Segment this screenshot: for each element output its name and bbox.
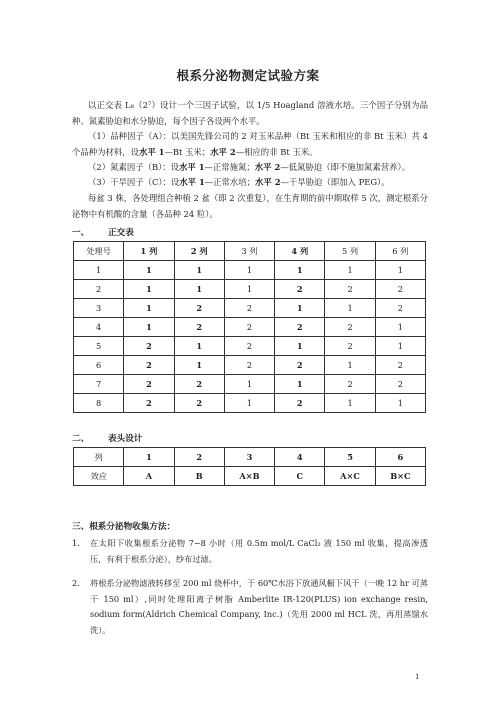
intro-paragraph-4 [72, 175, 428, 191]
list-number: 2. [72, 578, 80, 588]
text-run-bold: 水平 2 [255, 177, 281, 187]
table-cell: A [124, 467, 174, 486]
intro-paragraph-5: 每盆 3 株，各处理组合种植 2 盆（即 2 次重复），在生育期的前中期取样 5 次，测定根系分泌物中有机酸的含量（各品种 24 粒）。 [72, 193, 428, 219]
table-cell: 2 [375, 299, 425, 318]
table-cell: 效应 [74, 467, 124, 486]
table-row [74, 356, 426, 375]
table-cell: 5 [74, 337, 124, 356]
table-cell: 1 [124, 448, 174, 467]
text-run: —低氮胁迫（即不施加氮素营养）。 [280, 162, 411, 172]
section-label: 表头设计 [108, 434, 143, 444]
table-cell: 1 [375, 261, 425, 280]
table-cell: 2 [124, 394, 174, 413]
table-row [74, 448, 426, 467]
section-heading-header-design [72, 432, 142, 444]
table-cell: 2 [174, 299, 224, 318]
text-run-bold: 水平 1 [139, 146, 165, 157]
section-heading-collection-method: 三、根系分泌物收集方法： [72, 522, 176, 532]
table-cell: 1 [174, 356, 224, 375]
table-cell: 1 [275, 261, 325, 280]
text-run: （3）干旱因子（C）：设 [88, 177, 180, 187]
table-cell: 1 [124, 261, 174, 280]
table-row [74, 337, 426, 356]
text-run: —干旱胁迫（即加入 PEG）。 [280, 177, 390, 187]
table-cell: 1 [74, 261, 124, 280]
table-cell: 2 [375, 280, 425, 299]
table-cell: 1 [325, 394, 375, 413]
table-cell: 2 [124, 337, 174, 356]
table-cell: 1 [124, 280, 174, 299]
table-row [74, 394, 426, 413]
table-cell: 1 [174, 280, 224, 299]
table-header-cell: 5 列 [325, 242, 375, 261]
table-cell: A×B [224, 467, 274, 486]
table-header-cell: 1 列 [124, 242, 174, 261]
list-number: 1. [72, 538, 80, 548]
table-cell: 7 [74, 375, 124, 394]
table-header-row [74, 242, 426, 261]
list-text: 在太阳下收集根系分泌物 7~8 小时（用 0.5m mol/L CaCl₂ 液 150 ml 收集，提高渗透压，有利于根系分泌），纱布过滤。 [90, 538, 428, 564]
table-cell: 1 [325, 261, 375, 280]
table-cell: 2 [275, 356, 325, 375]
table-cell: 2 [275, 394, 325, 413]
table-header-cell: 6 列 [375, 242, 425, 261]
intro-paragraph-2 [72, 129, 428, 160]
table-cell: 2 [325, 280, 375, 299]
text-run-bold: 水平 2 [254, 162, 281, 172]
section-number: 一、 [72, 228, 90, 238]
table-cell: 1 [224, 375, 274, 394]
table-header-cell: 3 列 [224, 242, 274, 261]
table-cell: 2 [124, 375, 174, 394]
text-run: —相应的非 Bt 玉米。 [235, 146, 318, 157]
table-cell: B×C [375, 467, 425, 486]
table-cell: 1 [375, 394, 425, 413]
intro-paragraph-3 [72, 160, 428, 176]
table-cell: 1 [325, 356, 375, 375]
table-cell: 1 [375, 337, 425, 356]
table-cell: A×C [325, 467, 375, 486]
table-cell: 2 [325, 337, 375, 356]
table-cell: 1 [275, 337, 325, 356]
table-cell: 2 [275, 280, 325, 299]
table-row [74, 261, 426, 280]
table-cell: 列 [74, 448, 124, 467]
table-row [74, 280, 426, 299]
table-cell: 8 [74, 394, 124, 413]
table-cell: 1 [224, 280, 274, 299]
table-cell: 1 [174, 261, 224, 280]
table-cell: 1 [325, 299, 375, 318]
method-item-2 [72, 576, 428, 640]
table-cell: 1 [124, 299, 174, 318]
table-cell: B [174, 467, 224, 486]
text-run-bold: 水平 2 [210, 146, 236, 157]
section-label: 正交表 [108, 228, 134, 238]
page-number: 1 [415, 673, 420, 681]
header-design-table [73, 447, 426, 486]
table-cell: 4 [74, 318, 124, 337]
text-run: —Bt 玉米； [164, 146, 211, 157]
table-cell: 2 [325, 375, 375, 394]
table-cell: 1 [224, 261, 274, 280]
table-row [74, 318, 426, 337]
list-text: 将根系分泌物滤液转移至 200 ml 烧杯中，于 60℃水浴下放通风橱下风干（一晚 12 hr 可蒸干 150 ml）,同时处理阳离子树脂 Amberlite IR-120(PLUS) ion exchange resin, sodium form(Aldrich Chemical Company, Inc.)（先用 2000 ml HCL 洗，再用蒸馏水洗）。 [90, 578, 428, 635]
table-cell: 2 [224, 356, 274, 375]
text-run-bold: 水平 1 [179, 162, 205, 172]
table-cell: 2 [224, 337, 274, 356]
page-title: 根系分泌物测定试验方案 [176, 68, 320, 83]
table-cell: 2 [375, 375, 425, 394]
text-run: （1）品种因子（A）：以美国先锋公司的 2 对玉米品种（Bt 玉米和相应的非 Bt 玉米）共 4 个品种为材料，设 [72, 131, 428, 157]
table-cell: 1 [224, 394, 274, 413]
table-cell: 4 [275, 448, 325, 467]
table-cell: 2 [275, 318, 325, 337]
table-cell: 3 [74, 299, 124, 318]
table-cell: 2 [174, 375, 224, 394]
table-cell: 2 [174, 318, 224, 337]
text-run: —正常水培； [204, 177, 256, 187]
table-cell: C [275, 467, 325, 486]
table-header-cell: 2 列 [174, 242, 224, 261]
table-header-cell: 4 列 [275, 242, 325, 261]
section-number: 二、 [72, 434, 90, 444]
table-cell: 2 [174, 394, 224, 413]
table-cell: 1 [124, 318, 174, 337]
table-cell: 2 [224, 318, 274, 337]
table-cell: 2 [74, 280, 124, 299]
table-cell: 2 [224, 299, 274, 318]
table-cell: 2 [124, 356, 174, 375]
method-item-1 [72, 536, 428, 568]
table-row [74, 375, 426, 394]
table-row [74, 299, 426, 318]
text-run: （2）氮素因子（B）：设 [88, 162, 180, 172]
text-run: —正常施氮； [204, 162, 255, 172]
section-heading-orthogonal-table [72, 226, 134, 238]
table-row [74, 467, 426, 486]
table-cell: 5 [325, 448, 375, 467]
table-cell: 1 [174, 337, 224, 356]
intro-paragraph-1: 以正交表 L₈（2⁷）设计一个三因子试验，以 1/5 Hoagland 溶液水培。三个因子分别为品种、氮素胁迫和水分胁迫，每个因子各设两个水平。 [72, 100, 428, 126]
table-cell: 1 [275, 375, 325, 394]
table-cell: 1 [275, 299, 325, 318]
table-cell: 2 [375, 356, 425, 375]
table-header-cell: 处理号 [74, 242, 124, 261]
table-cell: 2 [325, 318, 375, 337]
table-cell: 2 [174, 448, 224, 467]
table-cell: 6 [375, 448, 425, 467]
text-run-bold: 水平 1 [179, 177, 205, 187]
orthogonal-table [73, 241, 426, 413]
table-cell: 6 [74, 356, 124, 375]
table-cell: 3 [224, 448, 274, 467]
table-cell: 1 [375, 318, 425, 337]
